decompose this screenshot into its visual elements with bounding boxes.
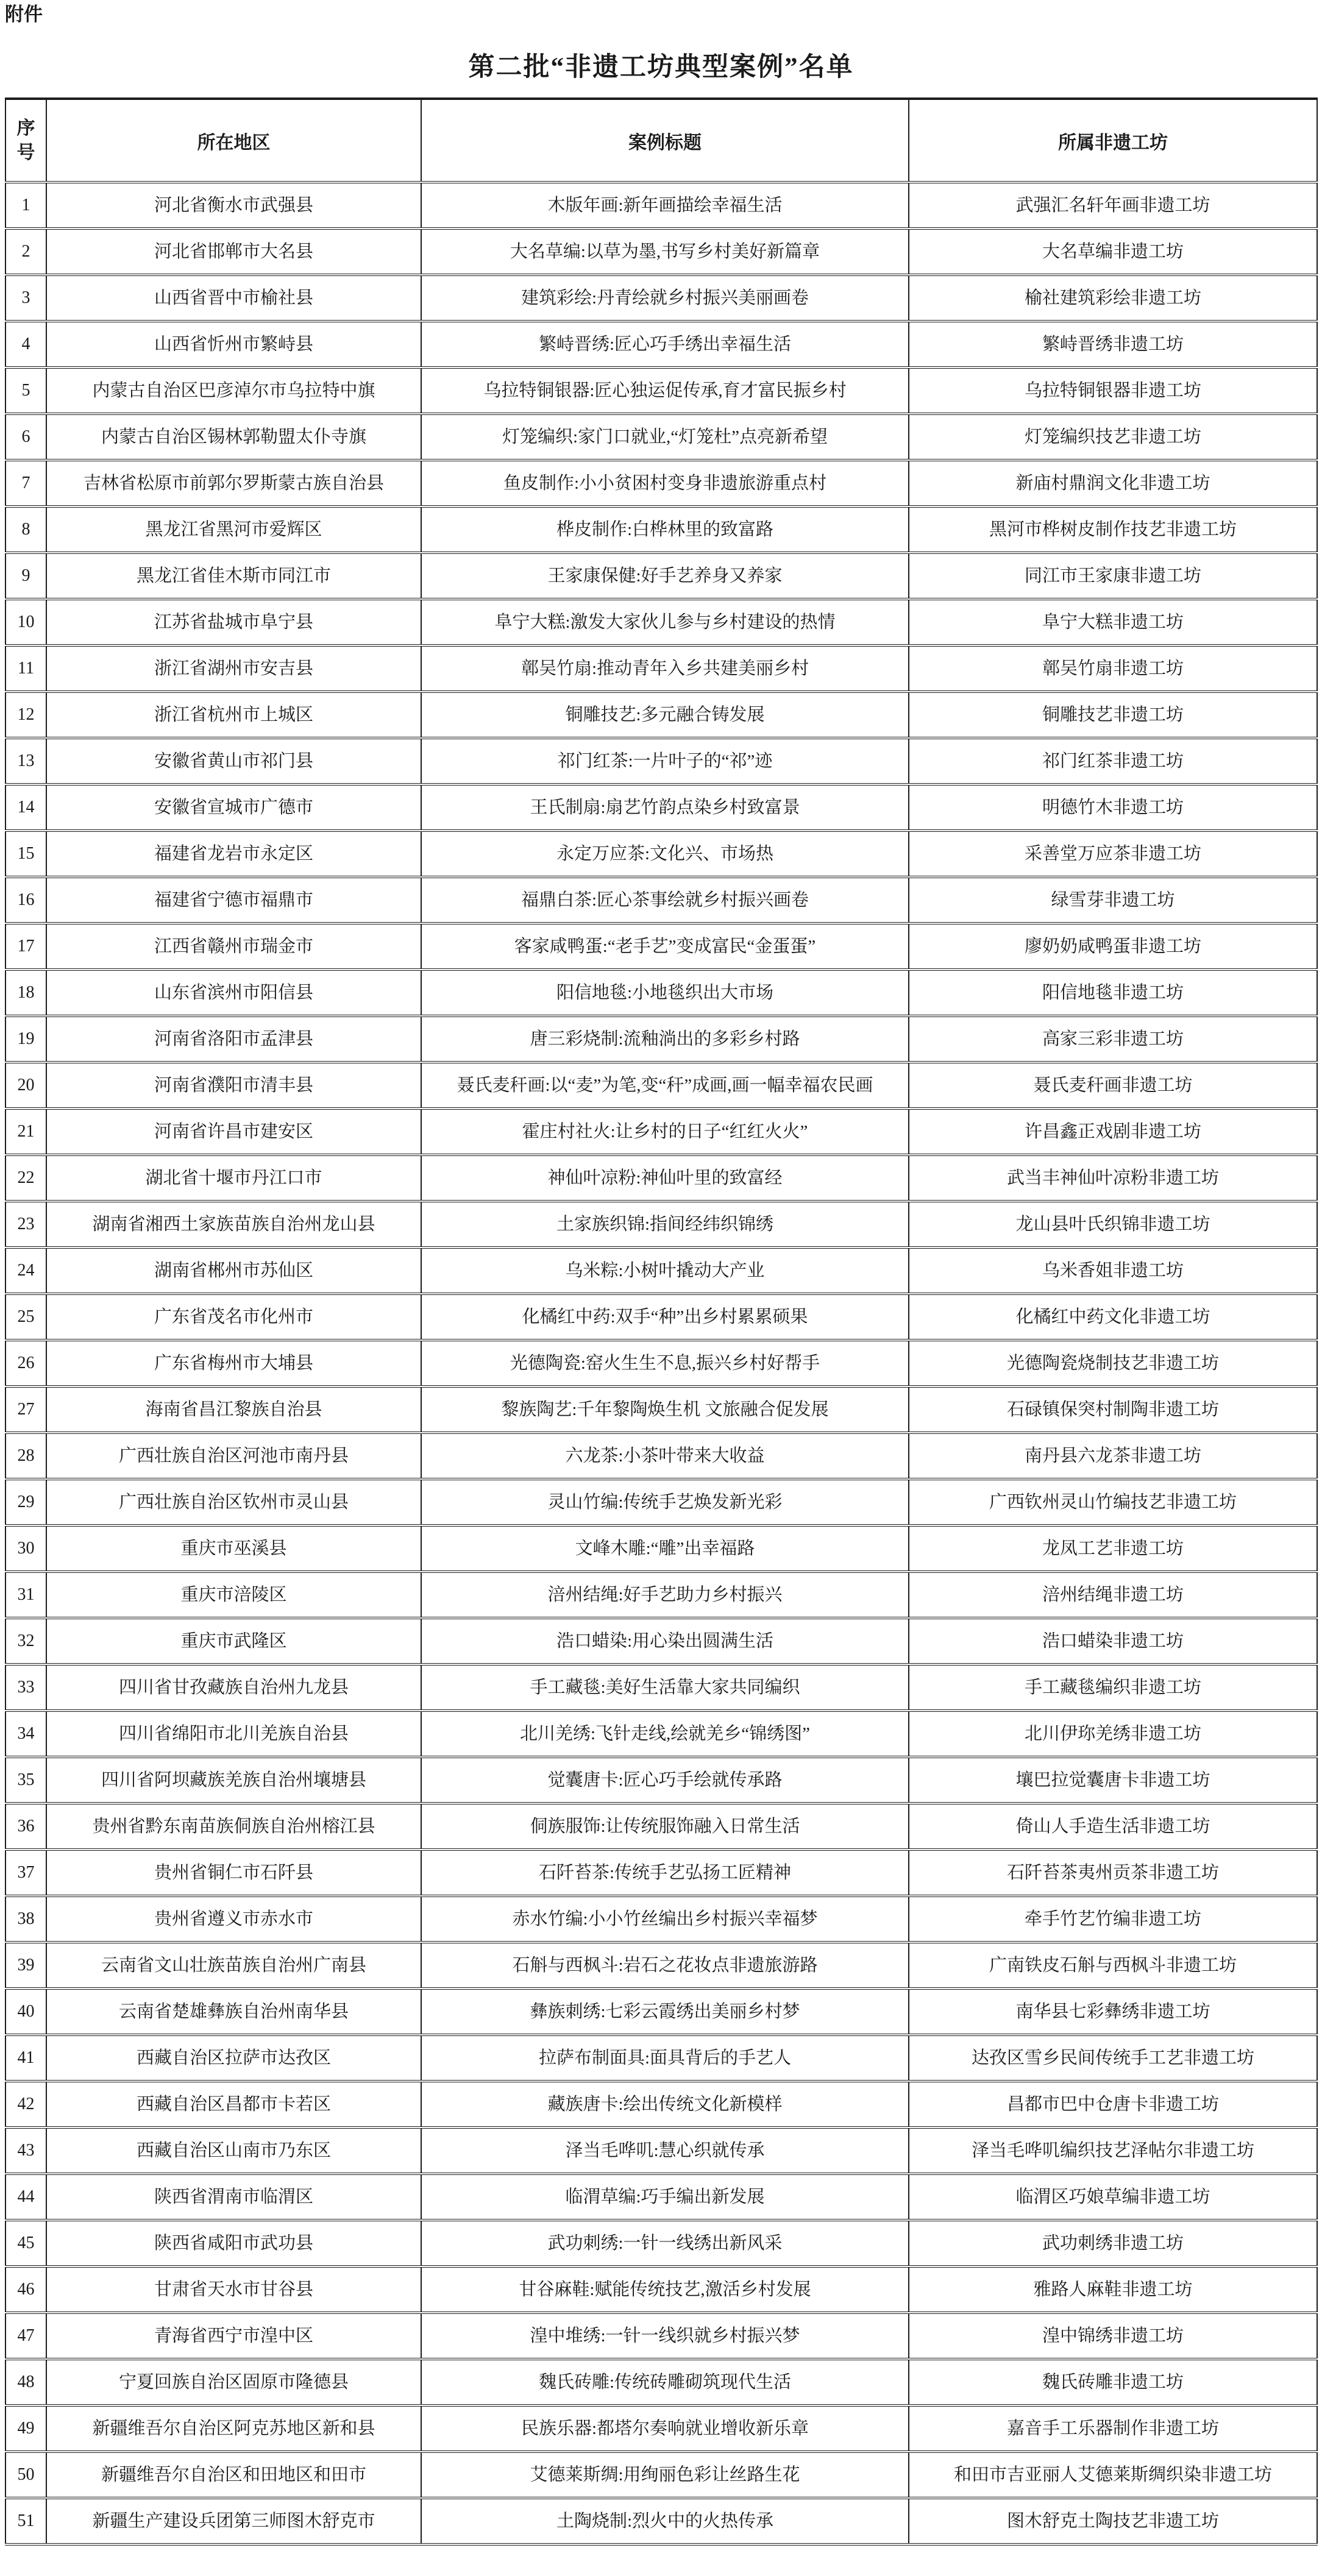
case-title: 客家咸鸭蛋:“老手艺”变成富民“金蛋蛋” <box>421 923 909 970</box>
case-number: 20 <box>5 1062 46 1109</box>
case-number: 4 <box>5 321 46 367</box>
case-workshop: 榆社建筑彩绘非遗工坊 <box>909 275 1317 321</box>
case-title: 赤水竹编:小小竹丝编出乡村振兴幸福梦 <box>421 1896 909 1942</box>
case-title: 唐三彩烧制:流釉淌出的多彩乡村路 <box>421 1016 909 1062</box>
case-workshop: 广西钦州灵山竹编技艺非遗工坊 <box>909 1479 1317 1525</box>
case-number: 22 <box>5 1155 46 1201</box>
table-row <box>5 1850 1317 1896</box>
case-region: 广东省梅州市大埔县 <box>46 1340 421 1386</box>
case-region: 四川省甘孜藏族自治州九龙县 <box>46 1664 421 1711</box>
case-title: 北川羌绣:飞针走线,绘就羌乡“锦绣图” <box>421 1711 909 1757</box>
case-number: 25 <box>5 1294 46 1340</box>
case-number: 35 <box>5 1757 46 1803</box>
case-region: 海南省昌江黎族自治县 <box>46 1386 421 1433</box>
case-workshop: 灯笼编织技艺非遗工坊 <box>909 414 1317 460</box>
case-number: 7 <box>5 460 46 506</box>
table-row <box>5 877 1317 923</box>
case-title: 浩口蜡染:用心染出圆满生活 <box>421 1618 909 1664</box>
table-row <box>5 506 1317 553</box>
case-region: 浙江省杭州市上城区 <box>46 692 421 738</box>
case-title: 侗族服饰:让传统服饰融入日常生活 <box>421 1803 909 1850</box>
case-workshop: 廖奶奶咸鸭蛋非遗工坊 <box>909 923 1317 970</box>
table-row <box>5 553 1317 599</box>
case-workshop: 繁峙晋绣非遗工坊 <box>909 321 1317 367</box>
case-number: 23 <box>5 1201 46 1247</box>
cases-table <box>5 98 1318 2546</box>
attachment-label: 附件 <box>5 4 43 25</box>
column-header-workshop: 所属非遗工坊 <box>909 99 1317 182</box>
case-title: 祁门红茶:一片叶子的“祁”迹 <box>421 738 909 784</box>
case-region: 宁夏回族自治区固原市隆德县 <box>46 2359 421 2405</box>
case-workshop: 达孜区雪乡民间传统手工艺非遗工坊 <box>909 2035 1317 2081</box>
case-number: 48 <box>5 2359 46 2405</box>
case-number: 18 <box>5 970 46 1016</box>
table-row <box>5 2313 1317 2359</box>
case-workshop: 广南铁皮石斛与西枫斗非遗工坊 <box>909 1942 1317 1989</box>
case-region: 广西壮族自治区河池市南丹县 <box>46 1433 421 1479</box>
case-workshop: 绿雪芽非遗工坊 <box>909 877 1317 923</box>
case-region: 重庆市武隆区 <box>46 1618 421 1664</box>
case-workshop: 武当丰神仙叶凉粉非遗工坊 <box>909 1155 1317 1201</box>
case-region: 西藏自治区拉萨市达孜区 <box>46 2035 421 2081</box>
case-workshop: 南丹县六龙茶非遗工坊 <box>909 1433 1317 1479</box>
table-row <box>5 2127 1317 2174</box>
case-region: 河南省许昌市建安区 <box>46 1109 421 1155</box>
case-workshop: 龙凤工艺非遗工坊 <box>909 1525 1317 1572</box>
case-number: 16 <box>5 877 46 923</box>
case-region: 西藏自治区山南市乃东区 <box>46 2127 421 2174</box>
case-workshop: 壤巴拉觉囊唐卡非遗工坊 <box>909 1757 1317 1803</box>
case-region: 河南省洛阳市孟津县 <box>46 1016 421 1062</box>
case-number: 10 <box>5 599 46 645</box>
page-title: 第二批“非遗工坊典型案例”名单 <box>468 53 854 82</box>
column-header-region: 所在地区 <box>46 99 421 182</box>
case-region: 青海省西宁市湟中区 <box>46 2313 421 2359</box>
case-number: 40 <box>5 1989 46 2035</box>
case-region: 福建省宁德市福鼎市 <box>46 877 421 923</box>
case-region: 新疆生产建设兵团第三师图木舒克市 <box>46 2498 421 2544</box>
table-row <box>5 645 1317 692</box>
table-row <box>5 2405 1317 2452</box>
case-region: 湖北省十堰市丹江口市 <box>46 1155 421 1201</box>
case-title: 艾德莱斯绸:用绚丽色彩让丝路生花 <box>421 2452 909 2498</box>
table-row <box>5 831 1317 877</box>
case-region: 江苏省盐城市阜宁县 <box>46 599 421 645</box>
case-title: 灯笼编织:家门口就业,“灯笼杜”点亮新希望 <box>421 414 909 460</box>
table-row <box>5 1525 1317 1572</box>
case-region: 河北省邯郸市大名县 <box>46 229 421 275</box>
case-number: 43 <box>5 2127 46 2174</box>
case-title: 文峰木雕:“雕”出幸福路 <box>421 1525 909 1572</box>
table-row <box>5 1294 1317 1340</box>
case-region: 安徽省宣城市广德市 <box>46 784 421 831</box>
case-title: 铜雕技艺:多元融合铸发展 <box>421 692 909 738</box>
case-title: 乌拉特铜银器:匠心独运促传承,育才富民振乡村 <box>421 367 909 414</box>
table-row <box>5 1062 1317 1109</box>
case-number: 33 <box>5 1664 46 1711</box>
case-workshop: 石碌镇保突村制陶非遗工坊 <box>909 1386 1317 1433</box>
case-workshop: 龙山县叶氏织锦非遗工坊 <box>909 1201 1317 1247</box>
case-region: 四川省绵阳市北川羌族自治县 <box>46 1711 421 1757</box>
table-row <box>5 1247 1317 1294</box>
case-region: 甘肃省天水市甘谷县 <box>46 2266 421 2313</box>
case-workshop: 高家三彩非遗工坊 <box>909 1016 1317 1062</box>
case-title: 桦皮制作:白桦林里的致富路 <box>421 506 909 553</box>
case-workshop: 祁门红茶非遗工坊 <box>909 738 1317 784</box>
case-number: 15 <box>5 831 46 877</box>
case-title: 湟中堆绣:一针一线织就乡村振兴梦 <box>421 2313 909 2359</box>
case-region: 新疆维吾尔自治区阿克苏地区新和县 <box>46 2405 421 2452</box>
case-number: 17 <box>5 923 46 970</box>
case-number: 38 <box>5 1896 46 1942</box>
case-workshop: 采善堂万应茶非遗工坊 <box>909 831 1317 877</box>
case-number: 11 <box>5 645 46 692</box>
case-number: 31 <box>5 1572 46 1618</box>
case-title: 永定万应茶:文化兴、市场热 <box>421 831 909 877</box>
table-row <box>5 2498 1317 2544</box>
case-workshop: 明德竹木非遗工坊 <box>909 784 1317 831</box>
case-region: 山西省忻州市繁峙县 <box>46 321 421 367</box>
table-row <box>5 1757 1317 1803</box>
case-title: 甘谷麻鞋:赋能传统技艺,激活乡村发展 <box>421 2266 909 2313</box>
table-row <box>5 1016 1317 1062</box>
case-title: 临渭草编:巧手编出新发展 <box>421 2174 909 2220</box>
case-region: 云南省楚雄彝族自治州南华县 <box>46 1989 421 2035</box>
table-body <box>5 182 1317 2544</box>
case-region: 黑龙江省佳木斯市同江市 <box>46 553 421 599</box>
case-title: 六龙茶:小茶叶带来大收益 <box>421 1433 909 1479</box>
table-row <box>5 1109 1317 1155</box>
case-region: 广东省茂名市化州市 <box>46 1294 421 1340</box>
case-number: 30 <box>5 1525 46 1572</box>
case-workshop: 北川伊珎羌绣非遗工坊 <box>909 1711 1317 1757</box>
table-row <box>5 1386 1317 1433</box>
case-region: 安徽省黄山市祁门县 <box>46 738 421 784</box>
table-row <box>5 1340 1317 1386</box>
table-row <box>5 2266 1317 2313</box>
case-workshop: 阜宁大糕非遗工坊 <box>909 599 1317 645</box>
case-region: 四川省阿坝藏族羌族自治州壤塘县 <box>46 1757 421 1803</box>
case-number: 9 <box>5 553 46 599</box>
table-row <box>5 1989 1317 2035</box>
case-region: 福建省龙岩市永定区 <box>46 831 421 877</box>
table-row <box>5 275 1317 321</box>
case-number: 1 <box>5 182 46 229</box>
case-number: 42 <box>5 2081 46 2127</box>
case-number: 32 <box>5 1618 46 1664</box>
case-region: 吉林省松原市前郭尔罗斯蒙古族自治县 <box>46 460 421 506</box>
case-title: 涪州结绳:好手艺助力乡村振兴 <box>421 1572 909 1618</box>
case-region: 广西壮族自治区钦州市灵山县 <box>46 1479 421 1525</box>
table-row <box>5 367 1317 414</box>
table-row <box>5 1803 1317 1850</box>
case-workshop: 鄣吴竹扇非遗工坊 <box>909 645 1317 692</box>
case-title: 民族乐器:都塔尔奏响就业增收新乐章 <box>421 2405 909 2452</box>
case-workshop: 雅路人麻鞋非遗工坊 <box>909 2266 1317 2313</box>
case-region: 新疆维吾尔自治区和田地区和田市 <box>46 2452 421 2498</box>
table-row <box>5 2081 1317 2127</box>
case-region: 贵州省铜仁市石阡县 <box>46 1850 421 1896</box>
case-title: 霍庄村社火:让乡村的日子“红红火火” <box>421 1109 909 1155</box>
table-row <box>5 2220 1317 2266</box>
case-region: 河北省衡水市武强县 <box>46 182 421 229</box>
case-workshop: 倚山人手造生活非遗工坊 <box>909 1803 1317 1850</box>
case-title: 鱼皮制作:小小贫困村变身非遗旅游重点村 <box>421 460 909 506</box>
case-title: 阳信地毯:小地毯织出大市场 <box>421 970 909 1016</box>
case-number: 45 <box>5 2220 46 2266</box>
case-region: 重庆市巫溪县 <box>46 1525 421 1572</box>
case-workshop: 嘉音手工乐器制作非遗工坊 <box>909 2405 1317 2452</box>
case-region: 内蒙古自治区巴彦淖尔市乌拉特中旗 <box>46 367 421 414</box>
case-region: 山东省滨州市阳信县 <box>46 970 421 1016</box>
case-number: 12 <box>5 692 46 738</box>
case-title: 大名草编:以草为墨,书写乡村美好新篇章 <box>421 229 909 275</box>
table-row <box>5 738 1317 784</box>
case-workshop: 黑河市桦树皮制作技艺非遗工坊 <box>909 506 1317 553</box>
case-workshop: 泽当毛哗叽编织技艺泽帖尔非遗工坊 <box>909 2127 1317 2174</box>
case-workshop: 石阡苔茶夷州贡茶非遗工坊 <box>909 1850 1317 1896</box>
case-workshop: 武强汇名轩年画非遗工坊 <box>909 182 1317 229</box>
case-number: 50 <box>5 2452 46 2498</box>
case-number: 39 <box>5 1942 46 1989</box>
case-number: 49 <box>5 2405 46 2452</box>
table-row <box>5 1711 1317 1757</box>
case-number: 6 <box>5 414 46 460</box>
table-row <box>5 970 1317 1016</box>
case-title: 光德陶瓷:窑火生生不息,振兴乡村好帮手 <box>421 1340 909 1386</box>
table-row <box>5 923 1317 970</box>
case-workshop: 南华县七彩彝绣非遗工坊 <box>909 1989 1317 2035</box>
case-workshop: 乌米香姐非遗工坊 <box>909 1247 1317 1294</box>
case-title: 石斛与西枫斗:岩石之花妆点非遗旅游路 <box>421 1942 909 1989</box>
case-workshop: 湟中锦绣非遗工坊 <box>909 2313 1317 2359</box>
table-row <box>5 1572 1317 1618</box>
case-number: 5 <box>5 367 46 414</box>
case-workshop: 昌都市巴中仓唐卡非遗工坊 <box>909 2081 1317 2127</box>
case-workshop: 武功刺绣非遗工坊 <box>909 2220 1317 2266</box>
case-workshop: 光德陶瓷烧制技艺非遗工坊 <box>909 1340 1317 1386</box>
case-title: 聂氏麦秆画:以“麦”为笔,变“秆”成画,画一幅幸福农民画 <box>421 1062 909 1109</box>
table-row <box>5 692 1317 738</box>
table-row <box>5 182 1317 229</box>
case-region: 重庆市涪陵区 <box>46 1572 421 1618</box>
case-workshop: 聂氏麦秆画非遗工坊 <box>909 1062 1317 1109</box>
case-title: 土陶烧制:烈火中的火热传承 <box>421 2498 909 2544</box>
case-workshop: 同江市王家康非遗工坊 <box>909 553 1317 599</box>
case-title: 化橘红中药:双手“种”出乡村累累硕果 <box>421 1294 909 1340</box>
table-row <box>5 1201 1317 1247</box>
table-row <box>5 321 1317 367</box>
table-row <box>5 1896 1317 1942</box>
table-row <box>5 2174 1317 2220</box>
case-title: 繁峙晋绣:匠心巧手绣出幸福生活 <box>421 321 909 367</box>
table-row <box>5 1433 1317 1479</box>
case-workshop: 涪州结绳非遗工坊 <box>909 1572 1317 1618</box>
case-workshop: 许昌鑫正戏剧非遗工坊 <box>909 1109 1317 1155</box>
case-number: 29 <box>5 1479 46 1525</box>
case-number: 37 <box>5 1850 46 1896</box>
case-number: 36 <box>5 1803 46 1850</box>
case-title: 王氏制扇:扇艺竹韵点染乡村致富景 <box>421 784 909 831</box>
case-number: 14 <box>5 784 46 831</box>
table-row <box>5 1618 1317 1664</box>
case-number: 34 <box>5 1711 46 1757</box>
case-number: 19 <box>5 1016 46 1062</box>
table-row <box>5 1664 1317 1711</box>
table-row <box>5 784 1317 831</box>
case-number: 8 <box>5 506 46 553</box>
case-title: 藏族唐卡:绘出传统文化新模样 <box>421 2081 909 2127</box>
case-workshop: 和田市吉亚丽人艾德莱斯绸织染非遗工坊 <box>909 2452 1317 2498</box>
case-title: 石阡苔茶:传统手艺弘扬工匠精神 <box>421 1850 909 1896</box>
case-workshop: 手工藏毯编织非遗工坊 <box>909 1664 1317 1711</box>
case-workshop: 阳信地毯非遗工坊 <box>909 970 1317 1016</box>
case-number: 3 <box>5 275 46 321</box>
case-region: 云南省文山壮族苗族自治州广南县 <box>46 1942 421 1989</box>
case-region: 西藏自治区昌都市卡若区 <box>46 2081 421 2127</box>
case-region: 山西省晋中市榆社县 <box>46 275 421 321</box>
case-number: 44 <box>5 2174 46 2220</box>
case-number: 21 <box>5 1109 46 1155</box>
case-title: 彝族刺绣:七彩云霞绣出美丽乡村梦 <box>421 1989 909 2035</box>
case-workshop: 图木舒克土陶技艺非遗工坊 <box>909 2498 1317 2544</box>
case-title: 武功刺绣:一针一线绣出新风采 <box>421 2220 909 2266</box>
case-region: 浙江省湖州市安吉县 <box>46 645 421 692</box>
case-number: 47 <box>5 2313 46 2359</box>
case-title: 王家康保健:好手艺养身又养家 <box>421 553 909 599</box>
case-title: 福鼎白茶:匠心茶事绘就乡村振兴画卷 <box>421 877 909 923</box>
case-workshop: 铜雕技艺非遗工坊 <box>909 692 1317 738</box>
case-title: 鄣吴竹扇:推动青年入乡共建美丽乡村 <box>421 645 909 692</box>
case-number: 41 <box>5 2035 46 2081</box>
case-region: 陕西省咸阳市武功县 <box>46 2220 421 2266</box>
case-workshop: 浩口蜡染非遗工坊 <box>909 1618 1317 1664</box>
table-row <box>5 2452 1317 2498</box>
case-title: 拉萨布制面具:面具背后的手艺人 <box>421 2035 909 2081</box>
case-title: 木版年画:新年画描绘幸福生活 <box>421 182 909 229</box>
case-workshop: 化橘红中药文化非遗工坊 <box>909 1294 1317 1340</box>
table-row <box>5 2359 1317 2405</box>
case-title: 神仙叶凉粉:神仙叶里的致富经 <box>421 1155 909 1201</box>
table-row <box>5 2035 1317 2081</box>
case-region: 湖南省郴州市苏仙区 <box>46 1247 421 1294</box>
column-header-no <box>5 99 46 182</box>
case-title: 土家族织锦:指间经纬织锦绣 <box>421 1201 909 1247</box>
case-number: 46 <box>5 2266 46 2313</box>
case-title: 觉囊唐卡:匠心巧手绘就传承路 <box>421 1757 909 1803</box>
case-number: 26 <box>5 1340 46 1386</box>
table-row <box>5 460 1317 506</box>
case-title: 黎族陶艺:千年黎陶焕生机 文旅融合促发展 <box>421 1386 909 1433</box>
table-row <box>5 229 1317 275</box>
table-row <box>5 599 1317 645</box>
case-title: 魏氏砖雕:传统砖雕砌筑现代生活 <box>421 2359 909 2405</box>
case-region: 贵州省黔东南苗族侗族自治州榕江县 <box>46 1803 421 1850</box>
case-workshop: 乌拉特铜银器非遗工坊 <box>909 367 1317 414</box>
case-region: 江西省赣州市瑞金市 <box>46 923 421 970</box>
case-title: 建筑彩绘:丹青绘就乡村振兴美丽画卷 <box>421 275 909 321</box>
case-title: 手工藏毯:美好生活靠大家共同编织 <box>421 1664 909 1711</box>
table-row <box>5 1479 1317 1525</box>
table-row <box>5 1942 1317 1989</box>
case-region: 贵州省遵义市赤水市 <box>46 1896 421 1942</box>
case-number: 27 <box>5 1386 46 1433</box>
case-title: 乌米粽:小树叶撬动大产业 <box>421 1247 909 1294</box>
case-region: 黑龙江省黑河市爱辉区 <box>46 506 421 553</box>
case-title: 灵山竹编:传统手艺焕发新光彩 <box>421 1479 909 1525</box>
case-workshop: 临渭区巧娘草编非遗工坊 <box>909 2174 1317 2220</box>
case-workshop: 魏氏砖雕非遗工坊 <box>909 2359 1317 2405</box>
case-region: 湖南省湘西土家族苗族自治州龙山县 <box>46 1201 421 1247</box>
column-header-title: 案例标题 <box>421 99 909 182</box>
table-row <box>5 1155 1317 1201</box>
case-workshop: 大名草编非遗工坊 <box>909 229 1317 275</box>
case-region: 内蒙古自治区锡林郭勒盟太仆寺旗 <box>46 414 421 460</box>
case-workshop: 新庙村鼎润文化非遗工坊 <box>909 460 1317 506</box>
case-region: 陕西省渭南市临渭区 <box>46 2174 421 2220</box>
case-number: 24 <box>5 1247 46 1294</box>
case-number: 13 <box>5 738 46 784</box>
case-number: 51 <box>5 2498 46 2544</box>
case-workshop: 牵手竹艺竹编非遗工坊 <box>909 1896 1317 1942</box>
case-title: 阜宁大糕:激发大家伙儿参与乡村建设的热情 <box>421 599 909 645</box>
case-title: 泽当毛哗叽:慧心织就传承 <box>421 2127 909 2174</box>
case-number: 2 <box>5 229 46 275</box>
column-header-no-label: 序号 <box>16 118 35 163</box>
table-row <box>5 414 1317 460</box>
table-header-row <box>5 99 1317 182</box>
case-region: 河南省濮阳市清丰县 <box>46 1062 421 1109</box>
case-number: 28 <box>5 1433 46 1479</box>
